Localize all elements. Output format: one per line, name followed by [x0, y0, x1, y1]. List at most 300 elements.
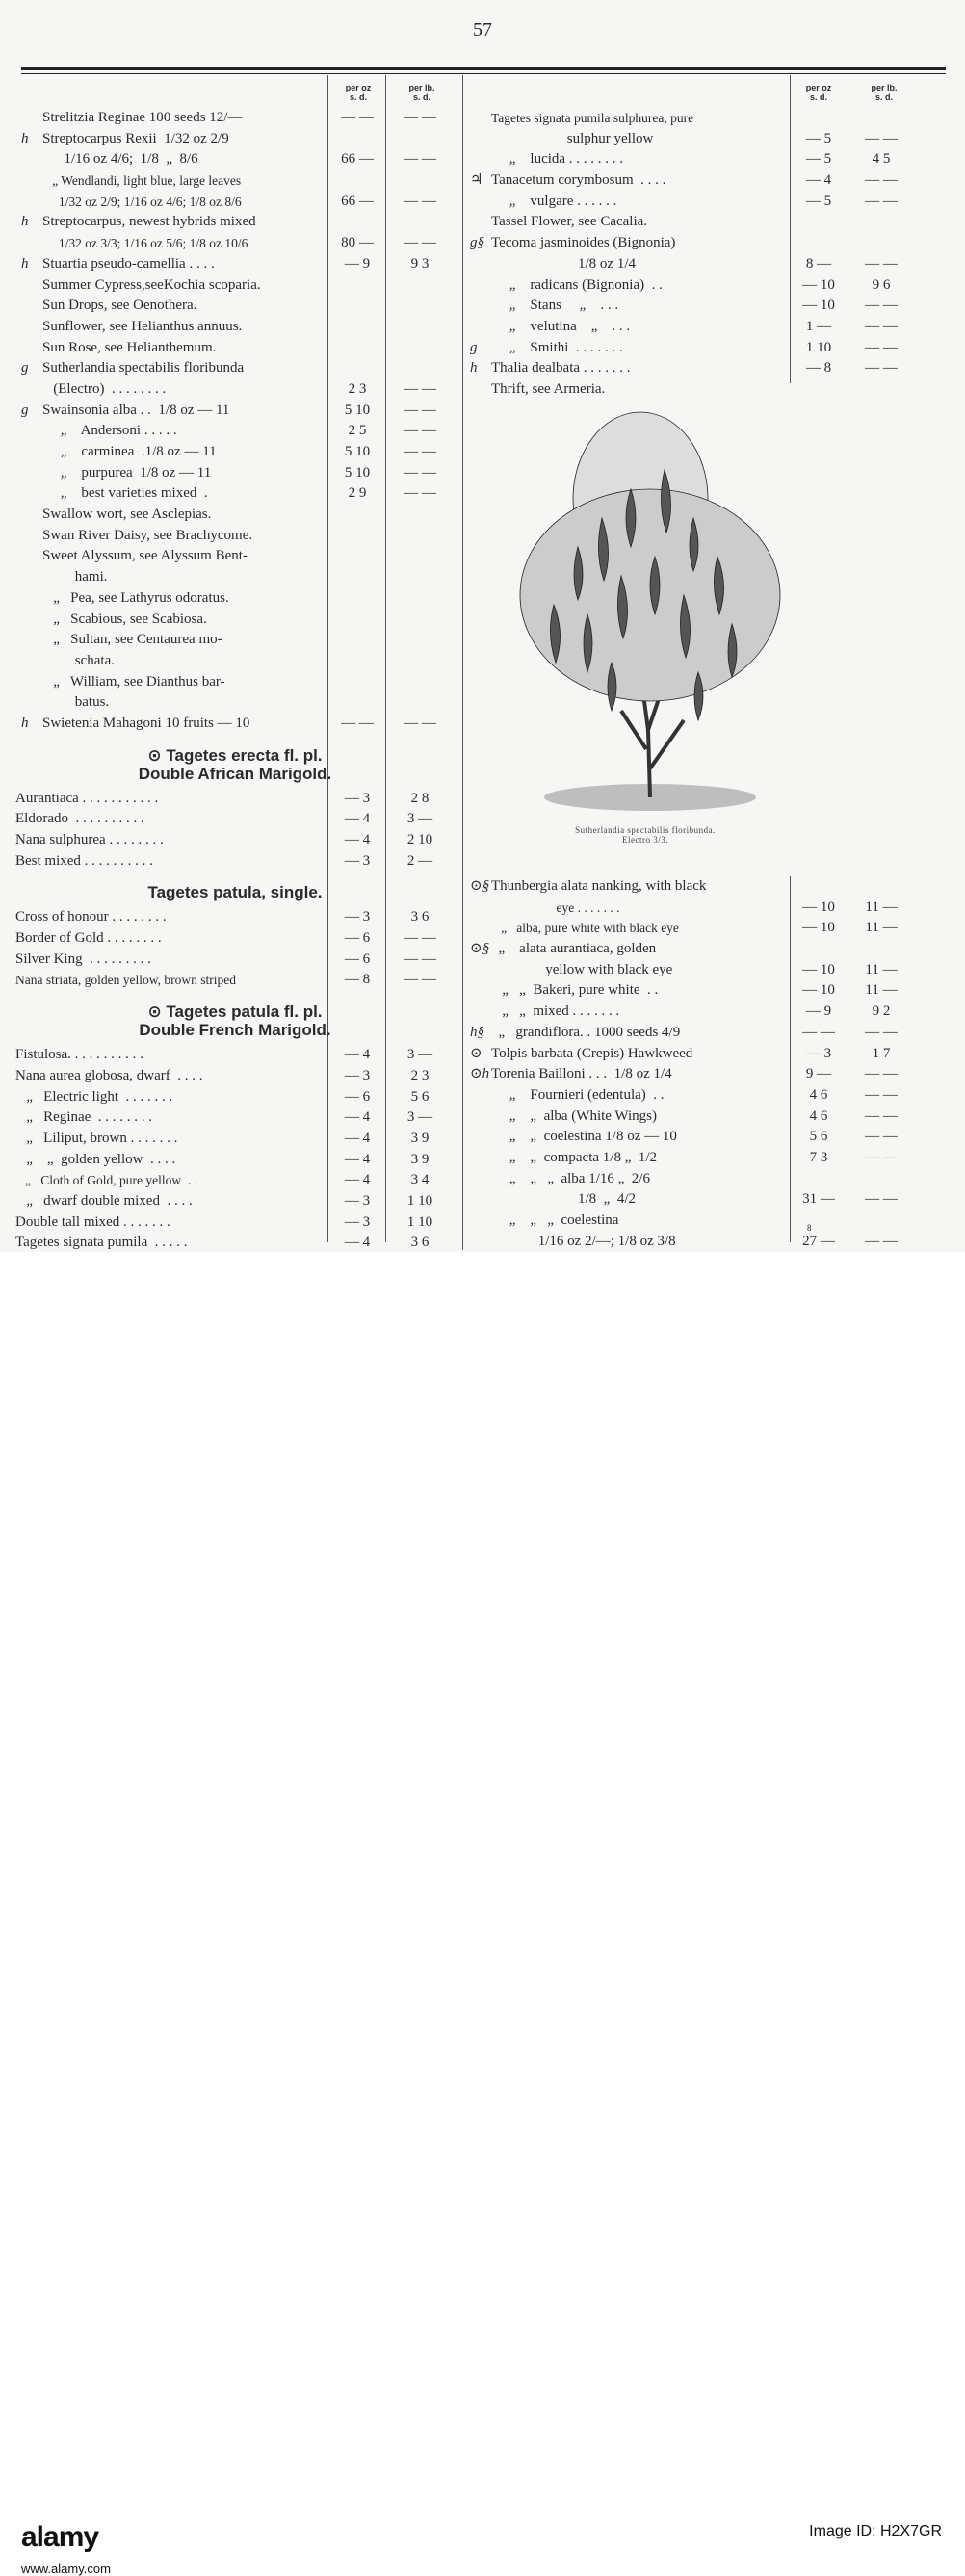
price-row: [42, 588, 456, 610]
item-name: Streptocarpus, newest hybrids mixed: [42, 214, 256, 230]
price-row: [42, 672, 456, 693]
price-per-oz: — 4: [805, 172, 832, 189]
item-name: Torenia Bailloni . . . 1/8 oz 1/4: [491, 1066, 672, 1082]
price-per-lb: 1 10: [406, 1213, 433, 1230]
price-per-lb: — —: [865, 193, 898, 209]
item-name: 1/16 oz 4/6; 1/8 „ 8/6: [42, 151, 198, 168]
item-name: Best mixed . . . . . . . . . .: [15, 852, 153, 869]
price-per-lb: 9 6: [872, 276, 891, 293]
section-heading-line: ⊙ Tagetes patula fl. pl.: [147, 1002, 323, 1022]
price-per-lb: — —: [865, 172, 898, 189]
price-row: [15, 1233, 456, 1254]
price-row: [491, 1169, 934, 1190]
signature-mark: 8: [807, 1223, 812, 1233]
price-per-oz: — 3: [344, 909, 371, 925]
culture-symbol: g: [21, 360, 29, 377]
right-lb-header: per lb. s. d.: [871, 83, 898, 102]
price-row: [491, 1002, 934, 1023]
item-name: „ lucida . . . . . . . .: [491, 151, 624, 168]
top-rule: [21, 67, 946, 70]
price-row: [491, 149, 934, 170]
section-heading: [42, 746, 428, 783]
culture-symbol: ♃: [470, 172, 483, 189]
price-row: [21, 714, 456, 735]
item-name: „ radicans (Bignonia) . .: [491, 276, 663, 293]
price-per-oz: — 10: [802, 920, 835, 936]
item-name: 1/32 oz 2/9; 1/16 oz 4/6; 1/8 oz 8/6: [42, 194, 242, 209]
item-name: Sun Drops, see Oenothera.: [42, 298, 197, 314]
price-per-oz: 4 6: [809, 1107, 828, 1124]
price-per-lb: 4 5: [872, 151, 891, 168]
price-row: [491, 1210, 934, 1232]
item-name: „ Reginae . . . . . . . .: [15, 1109, 153, 1126]
price-per-lb: 3 4: [410, 1172, 430, 1188]
sutherlandia-illustration: [486, 383, 804, 817]
price-per-lb: — —: [865, 1086, 898, 1103]
price-per-lb: — —: [865, 1066, 898, 1082]
price-per-oz: — 4: [344, 1151, 371, 1167]
price-per-lb: — —: [404, 950, 436, 967]
price-row: [15, 1150, 456, 1171]
price-per-oz: 7 3: [809, 1149, 828, 1165]
price-per-oz: 66 —: [341, 193, 374, 209]
price-row: [42, 610, 456, 631]
item-name: „ alata aurantiaca, golden: [491, 941, 657, 957]
price-per-oz: — 3: [344, 1192, 371, 1209]
illustration-caption: Sutherlandia spectabilis floribunda. Electro 3/3.: [575, 825, 716, 845]
price-per-oz: 2 3: [348, 380, 367, 397]
price-per-lb: — —: [404, 235, 436, 251]
section-subheading: Double French Marigold.: [139, 1021, 331, 1040]
price-per-oz: — 5: [805, 130, 832, 146]
item-name: Thalia dealbata . . . . . . .: [491, 360, 631, 377]
price-per-oz: — —: [341, 715, 374, 731]
price-per-lb: — —: [404, 485, 436, 502]
price-row: [42, 526, 456, 547]
price-per-oz: — 4: [344, 1130, 371, 1146]
price-per-lb: — —: [404, 402, 436, 418]
item-name: Sunflower, see Helianthus annuus.: [42, 318, 243, 334]
price-per-lb: — —: [404, 444, 436, 459]
price-row: [42, 108, 456, 129]
price-row: [15, 851, 456, 872]
price-per-lb: — —: [404, 423, 436, 439]
price-per-oz: 80 —: [341, 235, 374, 251]
item-name: „ vulgare . . . . . .: [491, 193, 617, 209]
item-name: Streptocarpus Rexii 1/32 oz 2/9: [42, 130, 229, 146]
price-row: [42, 296, 456, 317]
price-row: [470, 358, 934, 379]
price-per-lb: 11 —: [865, 920, 898, 936]
price-per-lb: — —: [865, 1024, 898, 1040]
section-heading: [42, 1002, 428, 1039]
item-name: Thrift, see Armeria.: [491, 380, 606, 397]
price-row: [470, 1023, 934, 1044]
price-row: [21, 212, 456, 233]
price-row: [15, 950, 456, 971]
price-row: [42, 170, 456, 192]
item-name: „ „ alba (White Wings): [491, 1107, 657, 1124]
price-per-oz: — 3: [344, 790, 371, 806]
culture-symbol: h: [21, 715, 29, 731]
item-name: Tanacetum corymbosum . . . .: [491, 172, 666, 189]
item-name: „ Wendlandi, light blue, large leaves: [42, 173, 242, 189]
price-row: [15, 1087, 456, 1108]
price-row: [491, 1232, 934, 1253]
price-row: [42, 338, 456, 359]
price-row: [491, 980, 934, 1002]
page-number: 57: [473, 19, 492, 40]
price-per-oz: — 6: [344, 930, 371, 947]
item-name: „ „ golden yellow . . . .: [15, 1151, 176, 1167]
price-row: [15, 1212, 456, 1234]
price-row: [42, 483, 456, 505]
price-row: [491, 129, 934, 150]
item-name: „ Pea, see Lathyrus odoratus.: [42, 589, 229, 606]
price-row: [42, 317, 456, 338]
price-row: [21, 401, 456, 422]
price-per-lb: 3 6: [410, 909, 430, 925]
item-name: sulphur yellow: [491, 130, 654, 146]
item-name: „ Fournieri (edentula) . .: [491, 1086, 665, 1103]
price-per-oz: — 6: [344, 950, 371, 967]
price-row: [491, 1085, 934, 1106]
price-row: [491, 275, 934, 297]
price-row: [491, 1106, 934, 1128]
price-per-lb: — —: [865, 1149, 898, 1165]
price-row: [491, 108, 934, 129]
price-row: [15, 1170, 456, 1191]
price-row: [491, 317, 934, 338]
price-per-oz: — 5: [805, 151, 832, 168]
price-per-lb: — —: [865, 1233, 898, 1249]
price-row: [15, 1129, 456, 1150]
price-per-oz: 8 —: [805, 255, 832, 272]
price-per-oz: — 4: [344, 1047, 371, 1063]
item-name: „ „ coelestina 1/8 oz — 10: [491, 1129, 677, 1145]
price-per-lb: — —: [404, 110, 436, 125]
culture-symbol: ⊙§: [470, 941, 490, 957]
price-per-lb: 11 —: [865, 982, 898, 999]
price-per-oz: 5 10: [344, 402, 371, 418]
item-name: Cross of honour . . . . . . . .: [15, 909, 167, 925]
price-per-lb: — —: [865, 1107, 898, 1124]
price-row: [470, 170, 934, 192]
price-row: [491, 1148, 934, 1169]
item-name: Swallow wort, see Asclepias.: [42, 507, 212, 523]
price-row: [21, 254, 456, 275]
price-row: [15, 830, 456, 851]
item-name: Summer Cypress,seeKochia scoparia.: [42, 276, 261, 293]
item-name: Eldorado . . . . . . . . . .: [15, 811, 144, 827]
stock-footer: [0, 1252, 965, 2576]
item-name: „ Stans „ . . .: [491, 298, 619, 314]
price-row: [42, 192, 456, 213]
item-name: 1/32 oz 3/3; 1/16 oz 5/6; 1/8 oz 10/6: [42, 236, 248, 251]
price-row: [470, 338, 934, 359]
item-name: Nana striata, golden yellow, brown striped: [15, 973, 236, 988]
price-row: [470, 1044, 934, 1065]
top-rule-thin: [21, 73, 946, 74]
price-row: [491, 296, 934, 317]
price-per-oz: 9 —: [805, 1066, 832, 1082]
price-per-oz: — 4: [344, 1172, 371, 1188]
price-per-lb: — —: [404, 193, 436, 209]
culture-symbol: g: [470, 339, 478, 355]
item-name: 1/16 oz 2/—; 1/8 oz 3/8: [491, 1233, 676, 1249]
price-row: [42, 505, 456, 526]
price-per-oz: 2 9: [348, 485, 367, 502]
right-column-bottom: [470, 876, 934, 1252]
item-name: Strelitzia Reginae 100 seeds 12/—: [42, 110, 243, 125]
price-row: [470, 1064, 934, 1085]
item-name: Sutherlandia spectabilis floribunda: [42, 360, 245, 377]
item-name: „ „ „ alba 1/16 „ 2/6: [491, 1170, 650, 1186]
item-name: „ alba, pure white with black eye: [491, 921, 679, 936]
price-per-oz: — —: [802, 1024, 835, 1040]
price-row: [42, 630, 456, 651]
price-per-lb: 9 2: [872, 1003, 891, 1020]
price-row: [42, 651, 456, 672]
item-name: schata.: [42, 652, 115, 668]
image-id: Image ID: H2X7GR: [809, 2523, 942, 2539]
price-per-lb: — —: [404, 151, 436, 168]
price-per-oz: — 3: [344, 852, 371, 869]
left-lb-header: per lb. s. d.: [408, 83, 435, 102]
item-name: Double tall mixed . . . . . . .: [15, 1213, 170, 1230]
item-name: (Electro) . . . . . . . .: [42, 380, 167, 397]
price-row: [470, 876, 934, 898]
price-per-oz: — 3: [805, 1045, 832, 1061]
price-per-oz: — 10: [802, 982, 835, 999]
price-row: [42, 546, 456, 567]
item-name: Swan River Daisy, see Brachycome.: [42, 527, 253, 543]
alamy-logo: alamy: [21, 2521, 99, 2553]
price-row: [15, 907, 456, 928]
price-per-lb: — —: [865, 255, 898, 272]
price-row: [470, 233, 934, 254]
price-per-oz: 66 —: [341, 151, 374, 168]
item-name: Swietenia Mahagoni 10 fruits — 10: [42, 715, 250, 731]
price-per-oz: 1 10: [805, 339, 832, 355]
culture-symbol: ⊙h: [470, 1066, 490, 1082]
item-name: Thunbergia alata nanking, with black: [491, 878, 707, 894]
price-per-oz: — 9: [805, 1003, 832, 1020]
culture-symbol: ⊙: [470, 1045, 482, 1061]
price-per-lb: 5 6: [410, 1088, 430, 1105]
price-per-oz: — —: [341, 110, 374, 125]
culture-symbol: h: [21, 130, 29, 146]
price-row: [42, 421, 456, 442]
price-per-lb: 1 7: [872, 1045, 891, 1061]
item-name: „ Sultan, see Centaurea mo-: [42, 632, 222, 648]
section-subheading: Double African Marigold.: [138, 764, 332, 783]
price-row: [15, 1066, 456, 1087]
price-per-lb: 11 —: [865, 961, 898, 977]
item-name: „ „ mixed . . . . . . .: [491, 1003, 620, 1020]
price-row: [470, 939, 934, 960]
price-per-lb: 2 3: [410, 1067, 430, 1083]
price-per-oz: — 4: [344, 811, 371, 827]
item-name: „ carminea .1/8 oz — 11: [42, 444, 217, 459]
price-per-lb: 3 9: [410, 1151, 430, 1167]
price-per-lb: — —: [404, 380, 436, 397]
price-row: [491, 1189, 934, 1210]
left-column: [15, 108, 456, 1295]
price-per-oz: — 8: [805, 360, 832, 377]
price-per-oz: — 10: [802, 961, 835, 977]
price-per-oz: — 10: [802, 898, 835, 915]
culture-symbol: h: [21, 255, 29, 272]
price-per-lb: 2 10: [406, 832, 433, 847]
culture-symbol: h: [470, 360, 478, 377]
price-per-lb: — —: [404, 464, 436, 481]
price-per-oz: — 4: [344, 1235, 371, 1251]
price-per-lb: 2 —: [406, 852, 433, 869]
price-row: [15, 970, 456, 991]
price-per-oz: — 5: [805, 193, 832, 209]
item-name: „ Electric light . . . . . . .: [15, 1088, 173, 1105]
price-row: [491, 254, 934, 275]
price-row: [15, 809, 456, 830]
item-name: Silver King . . . . . . . . .: [15, 950, 151, 967]
item-name: „ „ „ coelestina: [491, 1212, 619, 1228]
price-row: [42, 275, 456, 297]
item-name: „ „ Bakeri, pure white . .: [491, 982, 659, 999]
price-row: [491, 918, 934, 939]
price-row: [15, 1107, 456, 1129]
item-name: Nana sulphurea . . . . . . . .: [15, 832, 164, 847]
item-name: Nana aurea globosa, dwarf . . . .: [15, 1067, 203, 1083]
item-name: Tagetes signata pumila sulphurea, pure: [491, 111, 694, 125]
item-name: Fistulosa. . . . . . . . . . .: [15, 1047, 143, 1063]
price-row: [42, 567, 456, 588]
price-per-lb: 1 10: [406, 1192, 433, 1209]
price-row: [42, 379, 456, 401]
item-name: eye . . . . . . .: [491, 899, 620, 915]
right-column-top: [470, 108, 934, 401]
center-divider: [462, 75, 463, 1250]
culture-symbol: g: [21, 402, 29, 418]
price-per-lb: — —: [865, 1191, 898, 1208]
price-row: [491, 212, 934, 233]
item-name: „ dwarf double mixed . . . .: [15, 1192, 193, 1209]
price-row: [42, 463, 456, 484]
price-per-lb: — —: [865, 339, 898, 355]
item-name: „ Liliput, brown . . . . . . .: [15, 1130, 178, 1146]
price-per-lb: 11 —: [865, 898, 898, 915]
item-name: „ best varieties mixed .: [42, 485, 208, 502]
culture-symbol: h: [21, 214, 29, 230]
item-name: 1/8 „ 4/2: [491, 1191, 636, 1208]
item-name: „ purpurea 1/8 oz — 11: [42, 464, 212, 481]
price-per-oz: — 4: [344, 1109, 371, 1126]
price-row: [42, 233, 456, 254]
culture-symbol: ⊙§: [470, 878, 490, 894]
price-row: [491, 960, 934, 981]
item-name: Tecoma jasminoides (Bignonia): [491, 235, 676, 251]
item-name: Aurantiaca . . . . . . . . . . .: [15, 790, 159, 806]
price-per-oz: — 3: [344, 1213, 371, 1230]
price-per-oz: 2 5: [348, 423, 367, 439]
price-per-lb: 3 6: [410, 1235, 430, 1251]
price-per-lb: 2 8: [410, 790, 430, 806]
item-name: 1/8 oz 1/4: [491, 255, 636, 272]
price-row: [15, 1191, 456, 1212]
price-per-oz: — 10: [802, 298, 835, 314]
price-per-oz: 5 6: [809, 1129, 828, 1145]
price-per-oz: 4 6: [809, 1086, 828, 1103]
item-name: „ William, see Dianthus bar-: [42, 673, 225, 690]
item-name: „ Andersoni . . . . .: [42, 423, 177, 439]
item-name: Stuartia pseudo-camellia . . . .: [42, 255, 215, 272]
price-per-oz: — 6: [344, 1088, 371, 1105]
price-per-lb: — —: [865, 130, 898, 146]
price-per-lb: — —: [865, 1129, 898, 1145]
item-name: yellow with black eye: [491, 961, 673, 977]
item-name: hami.: [42, 569, 108, 585]
section-heading: [42, 883, 428, 901]
item-name: „ „ compacta 1/8 „ 1/2: [491, 1149, 658, 1165]
price-row: [42, 692, 456, 714]
footer-url: www.alamy.com: [21, 2562, 111, 2576]
price-per-lb: — —: [865, 318, 898, 334]
price-row: [15, 789, 456, 810]
item-name: Tagetes signata pumila . . . . .: [15, 1235, 188, 1251]
item-name: Swainsonia alba . . 1/8 oz — 11: [42, 402, 230, 418]
item-name: „ Smithi . . . . . . .: [491, 339, 623, 355]
price-row: [491, 898, 934, 919]
price-per-lb: 3 —: [406, 1109, 433, 1126]
catalogue-page: [0, 0, 965, 1252]
price-per-lb: 3 —: [406, 811, 433, 827]
price-per-oz: — 4: [344, 832, 371, 847]
left-oz-header: per oz s. d.: [345, 83, 372, 102]
price-row: [491, 192, 934, 213]
price-per-lb: 3 —: [406, 1047, 433, 1063]
price-per-oz: — 3: [344, 1067, 371, 1083]
price-per-oz: — 10: [802, 276, 835, 293]
price-row: [42, 149, 456, 170]
price-per-oz: 5 10: [344, 444, 371, 459]
item-name: Sun Rose, see Helianthemum.: [42, 339, 217, 355]
price-per-oz: 31 —: [802, 1191, 835, 1208]
price-per-oz: 27 —: [802, 1233, 835, 1249]
price-row: [21, 358, 456, 379]
price-per-oz: 1 —: [805, 318, 832, 334]
price-per-lb: — —: [865, 298, 898, 314]
price-per-oz: 5 10: [344, 464, 371, 481]
item-name: „ Cloth of Gold, pure yellow . .: [15, 1173, 197, 1188]
price-per-lb: 9 3: [410, 255, 430, 272]
price-per-oz: — 9: [344, 255, 371, 272]
culture-symbol: g§: [470, 235, 484, 251]
price-per-lb: — —: [865, 360, 898, 377]
price-per-lb: — —: [404, 972, 436, 988]
item-name: Tassel Flower, see Cacalia.: [491, 214, 648, 230]
culture-symbol: h§: [470, 1024, 484, 1040]
price-per-oz: — 8: [344, 972, 371, 988]
price-per-lb: 3 9: [410, 1130, 430, 1146]
price-row: [15, 1045, 456, 1066]
section-heading-line: Tagetes patula, single.: [147, 883, 323, 902]
price-row: [491, 1127, 934, 1148]
section-heading-line: ⊙ Tagetes erecta fl. pl.: [147, 745, 323, 765]
item-name: batus.: [42, 694, 110, 711]
item-name: Border of Gold . . . . . . . .: [15, 930, 162, 947]
item-name: „ grandiflora. . 1000 seeds 4/9: [491, 1024, 681, 1040]
item-name: „ velutina „ . . .: [491, 318, 631, 334]
